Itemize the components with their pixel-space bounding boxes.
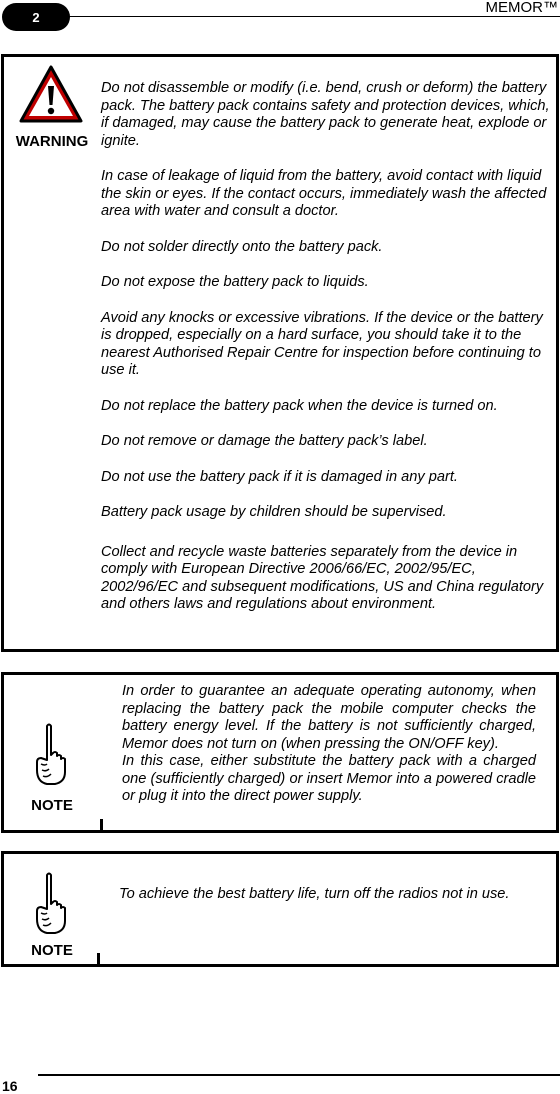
warning-label: WARNING (15, 133, 89, 150)
warning-paragraph: Do not remove or damage the battery pack’s label. (101, 433, 428, 449)
page-number: 16 (2, 1078, 18, 1094)
warning-paragraph: Do not expose the battery pack to liquids. (101, 274, 369, 290)
chapter-number: 2 (32, 9, 40, 25)
warning-paragraph: Collect and recycle waste batteries separately from the device in comply with European Directive 2006/66/EC, 2002/95/EC, 2002/96/EC and subsequent modifications, US and China regulatory and others laws and regulations about environment. (101, 543, 544, 612)
warning-paragraph: Do not replace the battery pack when the device is turned on. (101, 397, 498, 414)
warning-paragraph: Do not use the battery pack if it is damaged in any part. (101, 468, 458, 485)
warning-text (101, 80, 552, 614)
warning-paragraph: Do not solder directly onto the battery pack. (101, 238, 383, 255)
warning-paragraph: Avoid any knocks or excessive vibrations. If the device or the battery is dropped, especially on a hard surface, you should take it to the nearest Authorised Repair Centre for inspection before continuing to use it. (101, 309, 543, 378)
exclamation-warning-icon (17, 63, 85, 127)
note-box (1, 672, 559, 833)
pointing-hand-icon (33, 871, 69, 935)
note-paragraph: In order to guarantee an adequate operating autonomy, when replacing the battery pack the mobile computer checks the battery energy level. If the battery is not sufficiently charged, Memor does not turn on (when pressing the ON/OFF key). (122, 683, 536, 752)
warning-paragraph: Do not disassemble or modify (i.e. bend, crush or deform) the battery pack. The battery pack contains safety and protection devices, which, if damaged, may cause the battery pack to generate heat, explode or ignite. (101, 80, 550, 149)
pointing-hand-icon (33, 722, 69, 786)
note-label: NOTE (31, 942, 73, 959)
header-rule (66, 16, 560, 17)
note-text: To achieve the best battery life, turn off the radios not in use. (119, 886, 510, 902)
product-name: MEMOR™ (482, 0, 559, 16)
note-divider (100, 819, 103, 833)
note-divider (97, 953, 100, 967)
note-text (122, 683, 536, 806)
warning-paragraph: In case of leakage of liquid from the battery, avoid contact with liquid the skin or eyes. If the contact occurs, immediately wash the affected area with water and consult a doctor. (101, 168, 547, 219)
warning-paragraph: Battery pack usage by children should be supervised. (101, 504, 447, 520)
warning-box (1, 54, 559, 652)
footer-rule (38, 1074, 560, 1076)
note-box (1, 851, 559, 967)
note-label: NOTE (31, 797, 73, 814)
chapter-badge (2, 3, 70, 31)
note-paragraph: In this case, either substitute the battery pack with a charged one (sufficiently charged) or insert Memor into a powered cradle or plug it into the direct power supply. (122, 753, 536, 804)
